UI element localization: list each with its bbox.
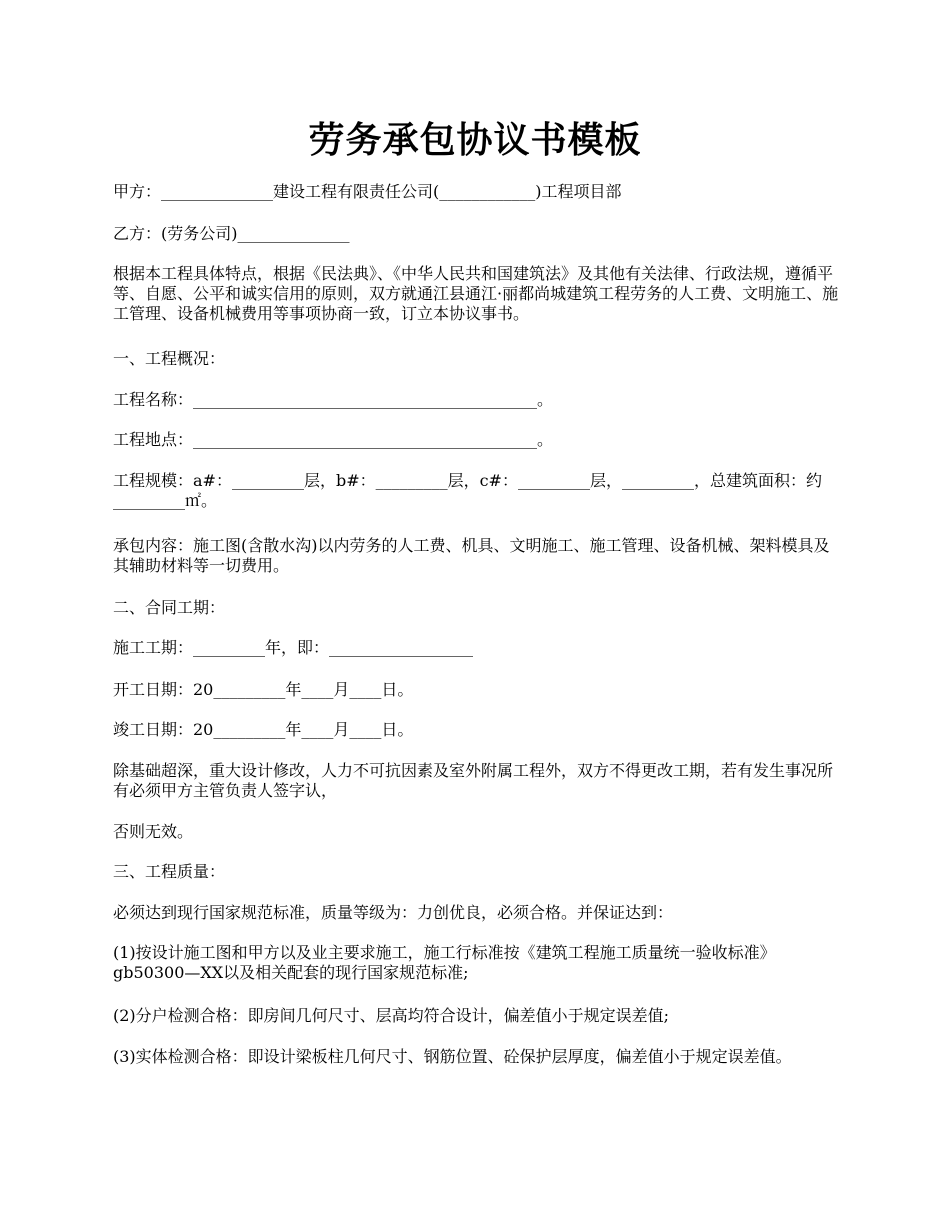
document-title: 劳务承包协议书模板 [308, 120, 642, 161]
project-location-line: 工程地点：___________________________________________。 [113, 430, 554, 449]
completion-date-line: 竣工日期：20_________年____月____日。 [113, 720, 414, 739]
project-name-line: 工程名称：___________________________________________。 [113, 390, 554, 409]
invalid-clause-line: 否则无效。 [113, 822, 194, 841]
quality-item-2: (2)分户检测合格：即房间几何尺寸、层高均符合设计，偏差值小于规定误差值; [113, 1006, 670, 1025]
start-date-line: 开工日期：20_________年____月____日。 [113, 680, 414, 699]
quality-item-1: (1)按设计施工图和甲方以及业主要求施工，施工行标准按《建筑工程施工质量统一验收标准》gb50300—XX以及相关配套的现行国家规范标准; [113, 943, 776, 982]
party-b-line: 乙方：(劳务公司)______________ [113, 224, 350, 243]
quality-standard-line: 必须达到现行国家规范标准，质量等级为：力创优良，必须合格。并保证达到： [113, 903, 674, 922]
quality-item-3: (3)实体检测合格：即设计梁板柱几何尺寸、钢筋位置、砼保护层厚度，偏差值小于规定误差值。 [113, 1047, 792, 1066]
party-a-line: 甲方：______________建设工程有限责任公司(____________)工程项目部 [113, 182, 622, 201]
section-heading-quality: 三、工程质量： [113, 862, 226, 881]
construction-period-line: 施工工期：_________年，即：__________________ [113, 638, 474, 657]
project-scale-line: 工程规模：a#：_________层，b#：_________层，c#：_________层，_________，总建筑面积：约_________㎡。 [113, 471, 822, 510]
contract-scope-paragraph: 承包内容：施工图(含散水沟)以内劳务的人工费、机具、文明施工、施工管理、设备机械、架料模具及其辅助材料等一切费用。 [113, 536, 830, 575]
preamble-paragraph: 根据本工程具体特点，根据《民法典》、《中华人民共和国建筑法》及其他有关法律、行政法规，遵循平等、自愿、公平和诚实信用的原则，双方就通江县通江·丽都尚城建筑工程劳务的人工费、文明施工、施工管理、设备机械费用等事项协商一致，订立本协议事书。 [113, 264, 839, 323]
section-heading-overview: 一、工程概况： [113, 349, 226, 368]
section-heading-schedule: 二、合同工期： [113, 598, 226, 617]
schedule-change-paragraph: 除基础超深，重大设计修改，人力不可抗因素及室外附属工程外，双方不得更改工期，若有发生事况所有必须甲方主管负责人签字认， [113, 761, 834, 800]
